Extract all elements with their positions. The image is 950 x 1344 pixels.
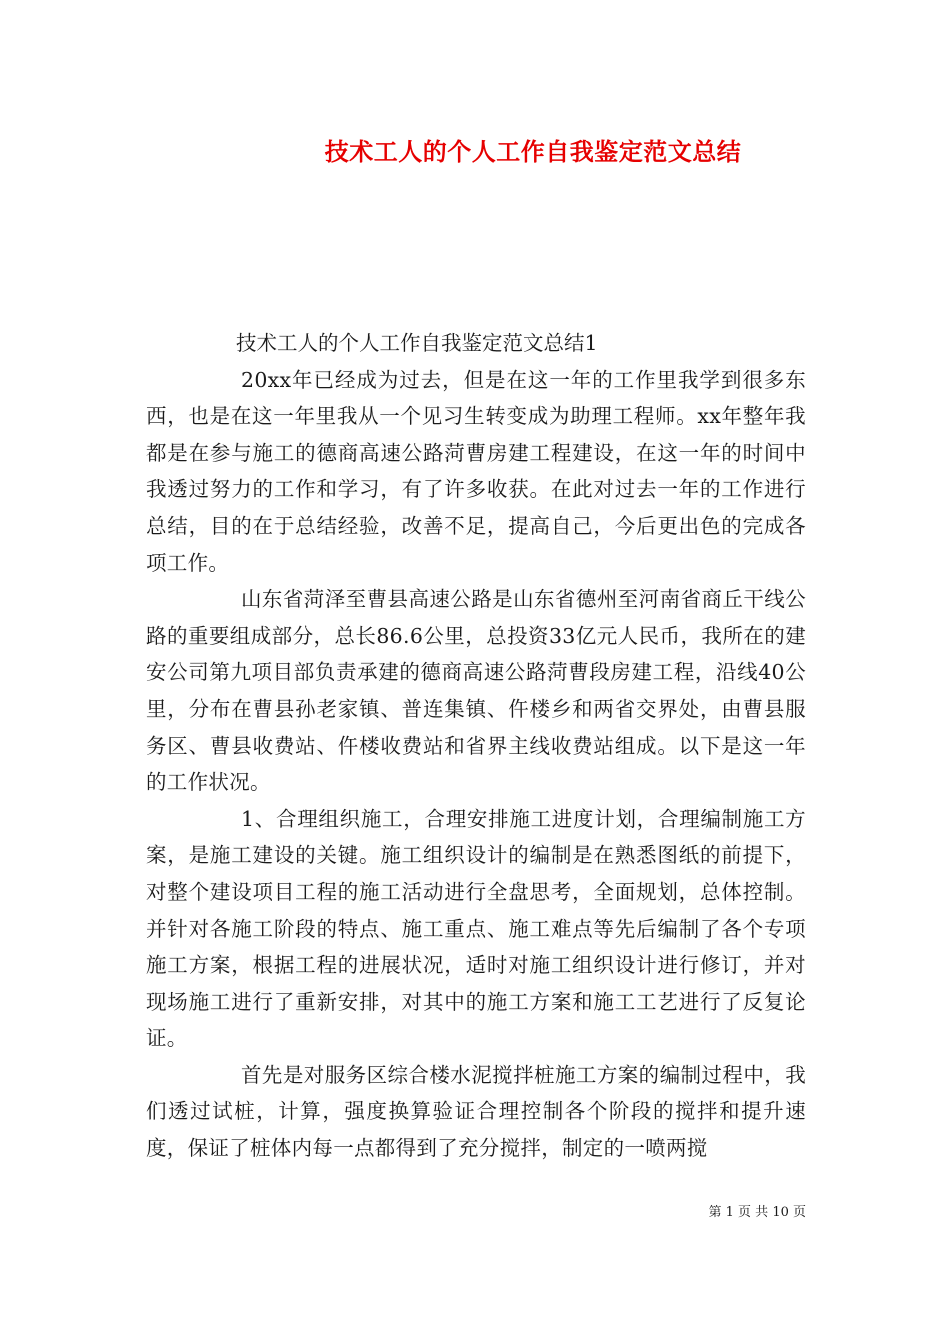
paragraph: 山东省菏泽至曹县高速公路是山东省德州至河南省商丘干线公路的重要组成部分，总长86.6公里，总投资33亿元人民币，我所在的建安公司第九项目部负责承建的德商高速公路菏曹段房建工程，沿线40公里，分布在曹县孙老家镇、普连集镇、仵楼乡和两省交界处，由曹县服务区、曹县收费站、仵楼收费站和省界主线收费站组成。以下是这一年的工作状况。 [146, 587, 806, 795]
paragraph: 首先是对服务区综合楼水泥搅拌桩施工方案的编制过程中，我们透过试桩，计算，强度换算验证合理控制各个阶段的搅拌和提升速度，保证了桩体内每一点都得到了充分搅拌，制定的一喷两搅 [146, 1062, 806, 1161]
paragraph: 1、合理组织施工，合理安排施工进度计划，合理编制施工方案，是施工建设的关键。施工组织设计的编制是在熟悉图纸的前提下，对整个建设项目工程的施工活动进行全盘思考，全面规划，总体控制。并针对各施工阶段的特点、施工重点、施工难点等先后编制了各个专项施工方案，根据工程的进展状况，适时对施工组织设计进行修订，并对现场施工进行了重新安排，对其中的施工方案和施工工艺进行了反复论证。 [146, 806, 806, 1051]
paragraph: 20xx年已经成为过去，但是在这一年的工作里我学到很多东西，也是在这一年里我从一个见习生转变成为助理工程师。xx年整年我都是在参与施工的德商高速公路菏曹房建工程建设，在这一年的时间中我透过努力的工作和学习，有了许多收获。在此对过去一年的工作进行总结，目的在于总结经验，改善不足，提高自己，今后更出色的完成各项工作。 [146, 367, 806, 575]
section-subtitle: 技术工人的个人工作自我鉴定范文总结1 [236, 331, 598, 355]
document-title: 技术工人的个人工作自我鉴定范文总结 [324, 137, 742, 166]
page-number-footer: 第 1 页 共 10 页 [708, 1205, 806, 1220]
document-body [146, 325, 806, 1167]
